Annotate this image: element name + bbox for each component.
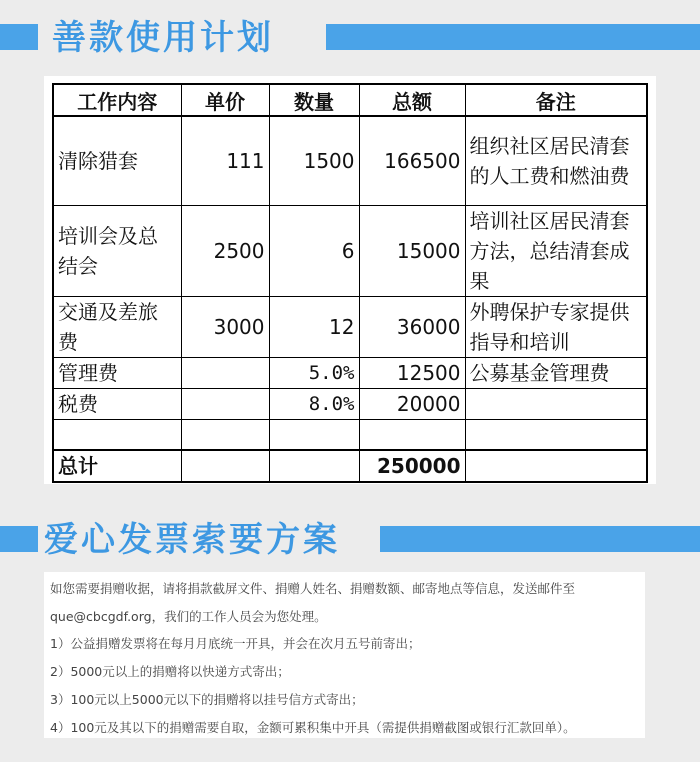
banner-bar-right: [380, 526, 700, 552]
banner-bar-left: [0, 526, 38, 552]
cell-total: 36000: [359, 297, 465, 358]
cell-empty: [181, 450, 269, 482]
info-line: 4）100元及其以下的捐赠需要自取，金额可累积集中开具（需提供捐赠截图或银行汇款回单）。: [50, 720, 576, 735]
cell-unit-price: [181, 358, 269, 389]
cell-quantity: 1500: [269, 116, 359, 206]
cell-item: 税费: [53, 389, 181, 420]
cell-total: 12500: [359, 358, 465, 389]
cell-item: 清除猎套: [53, 116, 181, 206]
table-row: [53, 206, 647, 297]
table-row: [53, 420, 647, 451]
table-row: [53, 116, 647, 206]
cell-empty: [269, 450, 359, 482]
header-quantity: 数量: [269, 84, 359, 116]
cell-unit-price: 2500: [181, 206, 269, 297]
header-item: 工作内容: [53, 84, 181, 116]
plan-banner: [0, 10, 700, 66]
budget-table: [52, 83, 648, 483]
budget-table-panel: [44, 76, 656, 484]
invoice-title: 爱心发票索要方案: [44, 520, 340, 560]
cell-item: [53, 420, 181, 451]
cell-item: 培训会及总结会: [53, 206, 181, 297]
header-unit-price: 单价: [181, 84, 269, 116]
cell-item: 交通及差旅费: [53, 297, 181, 358]
banner-bar-right: [326, 24, 700, 50]
total-amount: 250000: [359, 450, 465, 482]
cell-total: 15000: [359, 206, 465, 297]
cell-total: 20000: [359, 389, 465, 420]
total-label: 总计: [53, 450, 181, 482]
info-line: 如您需要捐赠收据，请将捐款截屏文件、捐赠人姓名、捐赠数额、邮寄地点等信息，发送邮件至: [50, 581, 576, 596]
table-header-row: [53, 84, 647, 116]
cell-quantity: 12: [269, 297, 359, 358]
cell-total: [359, 420, 465, 451]
table-row: [53, 297, 647, 358]
table-total-row: [53, 450, 647, 482]
invoice-banner: [0, 512, 700, 568]
header-note: 备注: [465, 84, 647, 116]
cell-unit-price: 111: [181, 116, 269, 206]
cell-empty: [465, 450, 647, 482]
table-row: [53, 389, 647, 420]
cell-unit-price: [181, 420, 269, 451]
header-total: 总额: [359, 84, 465, 116]
info-line: 2）5000元以上的捐赠将以快递方式寄出；: [50, 664, 290, 679]
cell-quantity: 6: [269, 206, 359, 297]
cell-note: 公募基金管理费: [465, 358, 647, 389]
cell-note: 培训社区居民清套方法，总结清套成果: [465, 206, 647, 297]
cell-total: 166500: [359, 116, 465, 206]
plan-title: 善款使用计划: [52, 18, 274, 58]
cell-note: 外聘保护专家提供指导和培训: [465, 297, 647, 358]
cell-note: [465, 420, 647, 451]
cell-note: 组织社区居民清套的人工费和燃油费: [465, 116, 647, 206]
banner-bar-left: [0, 24, 38, 50]
info-line-email: que@cbcgdf.org，我们的工作人员会为您处理。: [50, 609, 327, 624]
cell-quantity: 5.0%: [269, 358, 359, 389]
cell-unit-price: 3000: [181, 297, 269, 358]
info-line: 3）100元以上5000元以下的捐赠将以挂号信方式寄出；: [50, 692, 364, 707]
cell-unit-price: [181, 389, 269, 420]
invoice-info-panel: [44, 572, 645, 738]
table-row: [53, 358, 647, 389]
cell-quantity: [269, 420, 359, 451]
cell-item: 管理费: [53, 358, 181, 389]
cell-quantity: 8.0%: [269, 389, 359, 420]
info-line: 1）公益捐赠发票将在每月月底统一开具，并会在次月五号前寄出；: [50, 636, 421, 651]
cell-note: [465, 389, 647, 420]
